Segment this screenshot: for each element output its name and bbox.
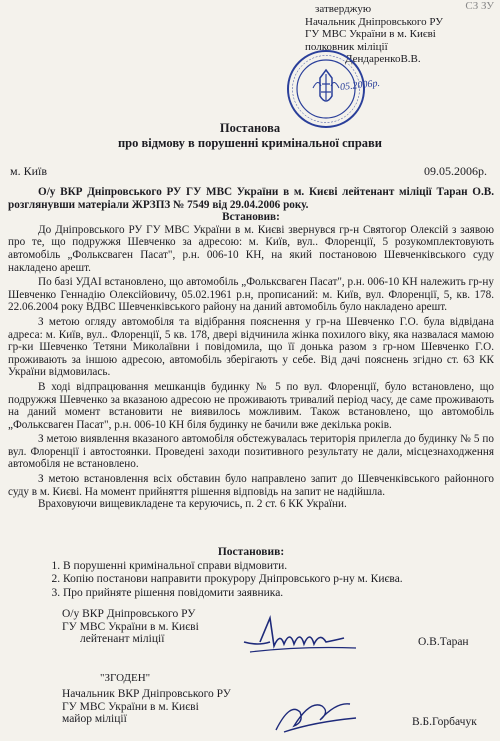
decision-item: 2. Копію постанови направити прокурору Дніпровського р-ну м. Києва.	[63, 573, 494, 587]
decision-item: 1. В порушенні кримінальної справи відмовити.	[63, 560, 494, 574]
signatory-1-line-3: лейтенант міліції	[80, 633, 165, 645]
body-paragraph: Враховуючи вищевикладене та керуючись, п. 2 ст. 6 КК України.	[38, 498, 347, 511]
signatory-1-name: О.В.Таран	[418, 636, 469, 648]
signatory-2-line-1: Начальник ВКР Дніпровського РУ	[62, 688, 231, 700]
decision-block	[8, 546, 494, 600]
stamp-date: 05.2006р.	[339, 77, 381, 94]
body-paragraph: В ході відпрацювання мешканців будинку № 5 по вул. Флоренції, було встановлено, що подружжя Шевченко за вказаною адресою не проживають тривалий період часу, де саме проживають на даний момент встановити не виявилось можливим. Також встановлено, що автомобіль „Фольксваген Пасат", р.н. 006-10 КН біля будинку не бачили вже декілька років.	[8, 380, 494, 431]
body-paragraph: З метою огляду автомобіля та відібрання пояснення у гр-на Шевченко Г.О. була відвідана адреса: м. Київ, вул.. Флоренції, 5 кв. 178, двері відчинила жінка похилого віку, яка назвалася мамою гр-ки Шевченко Тетяни Миколаївни і повідомила, що її донька разом з гр-ном Шевченко Г.О. проживають за іншою адресою, автомобіль зберігають у себе. Від дачі пояснень згідно ст. 63 КК України відмовилась.	[8, 315, 494, 379]
corner-mark: СЗ ЗУ	[465, 0, 494, 12]
signature-1	[240, 612, 360, 660]
approval-line-4: ДендаренкоВ.В.	[345, 53, 421, 65]
decision-item: 3. Про прийняте рішення повідомити заявника.	[63, 587, 494, 601]
body-paragraph: З метою виявлення вказаного автомобіля обстежувалась територія прилегла до будинку № 5 по вул. Флоренції і автостоянки. Проведені заходи позитивного результату не дали, місцезнаходження автомобіля не встановлено.	[8, 433, 494, 471]
signatory-1-line-1: О/у ВКР Дніпровського РУ	[62, 608, 196, 620]
approval-line-3: полковник міліції	[305, 40, 388, 53]
body-paragraph: До Дніпровського РУ ГУ МВС України в м. Києві звернувся гр-н Святогор Олексій з заявою про те, що подружжя Шевченко за адресою: м. Київ, вул.. Флоренції, 5 розукомплектовують автомобіль „Фольксваген Пасат", р.н. 006-10 КН, на який постановою Шевченківського суду накладено арешт.	[8, 223, 494, 274]
established-label: Встановив:	[222, 211, 280, 224]
body-paragraph: По базі УДАІ встановлено, що автомобіль „Фольксваген Пасат", р.н. 006-10 КН належить гр-ну Шевченко Геннадію Олексійовичу, 05.02.1961 р.н, прописаний: м. Київ, вул. Флоренції, 5, кв. 178. 22.06.2004 року ВДВС Шевченківського району на даний автомобіль було накладено арешт.	[8, 276, 494, 314]
decision-list	[8, 560, 494, 601]
signature-2	[270, 692, 360, 736]
document-place: м. Київ	[10, 164, 48, 178]
signatory-2-name: В.Б.Горбачук	[412, 716, 477, 728]
document-body	[8, 186, 494, 511]
approval-line-1: Начальник Дніпровського РУ	[305, 15, 444, 28]
signatory-1-block	[62, 608, 199, 646]
resolved-label: Постановив:	[217, 546, 285, 558]
body-paragraph: З метою встановлення всіх обставин було направлено запит до Шевченківського районного суду в м. Києві. На момент прийняття рішення відповідь на запит не надійшла.	[8, 473, 494, 498]
approval-line-2: ГУ МВС України в м. Києві	[305, 28, 436, 40]
intro-paragraph: О/у ВКР Дніпровського РУ ГУ МВС України в м. Києві лейтенант міліції Таран О.В. розглянувши матеріали ЖРЗПЗ № 7549 від 29.04.2006 року.	[8, 186, 494, 211]
document-title: Постанова	[219, 121, 281, 135]
signatory-2-line-3: майор міліції	[62, 713, 127, 725]
agreed-label: "ЗГОДЕН"	[100, 672, 151, 684]
document-subtitle: про відмову в порушенні кримінальної справи	[117, 136, 382, 150]
signatory-2-line-2: ГУ МВС України в м. Києві	[62, 700, 199, 713]
approval-label: затверджую	[315, 3, 372, 15]
signatory-2-block	[62, 688, 231, 726]
document-date: 09.05.2006р.	[424, 164, 487, 178]
signatory-1-line-2: ГУ МВС України в м. Києві	[62, 620, 199, 633]
